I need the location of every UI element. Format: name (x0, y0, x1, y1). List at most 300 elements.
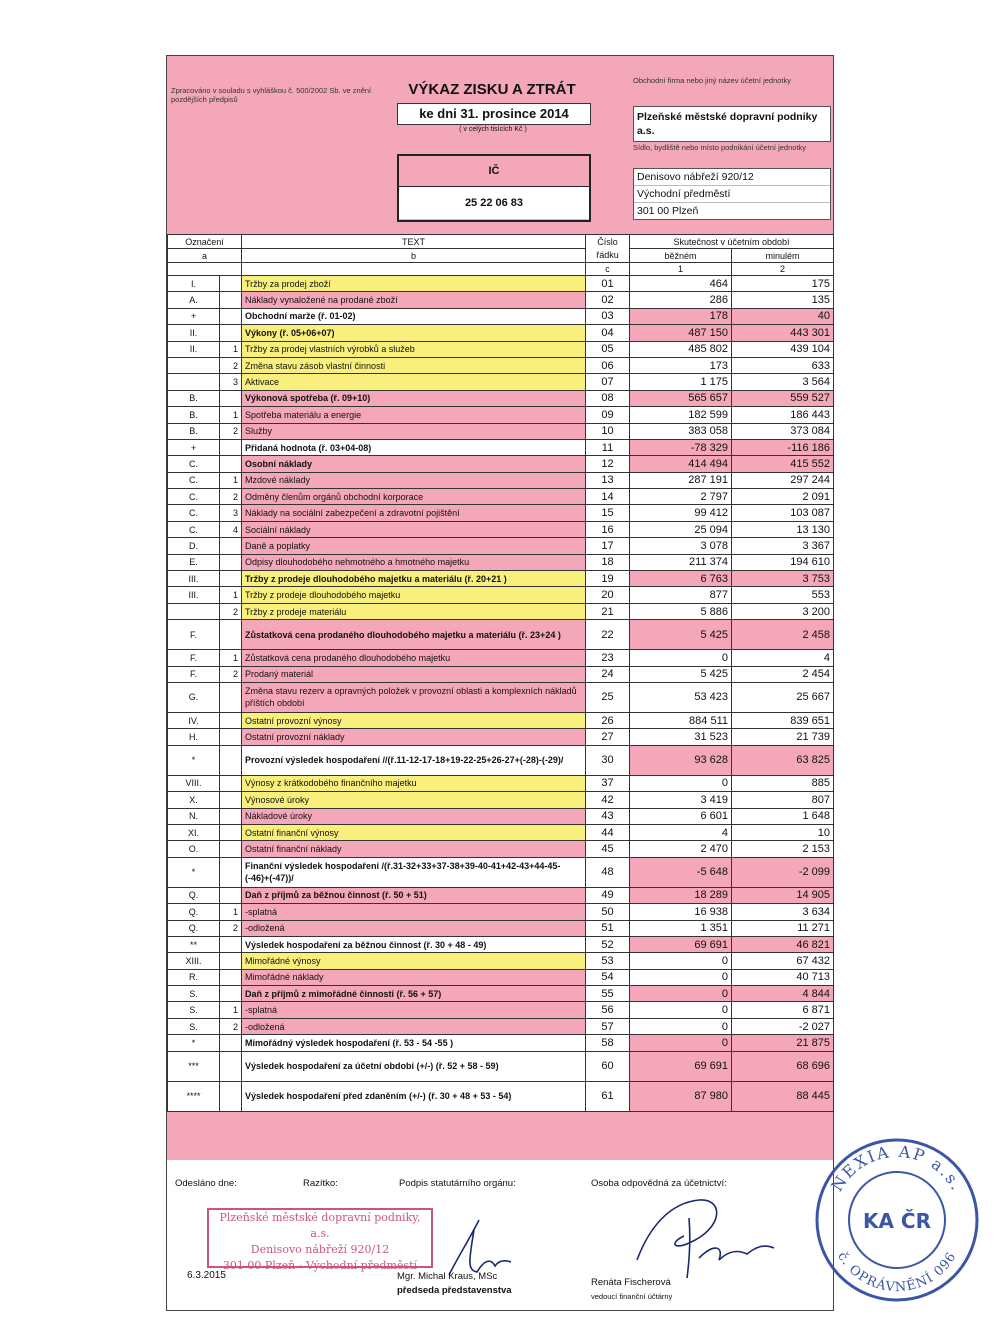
table-row (168, 554, 834, 570)
value-current: 4 (630, 824, 732, 840)
row-label-a: II. (168, 341, 220, 357)
stamp-line: 301 00 Plzeň - Východní předměstí (222, 1259, 418, 1272)
table-row (168, 538, 834, 554)
table-row (168, 775, 834, 791)
value-previous: 3 200 (732, 603, 834, 619)
row-text: Ostatní finanční náklady (242, 841, 586, 857)
row-label-a: C. (168, 489, 220, 505)
report-title: VÝKAZ ZISKU A ZTRÁT (408, 81, 576, 98)
stamp-line: Plzeňské městské dopravní podniky, a.s. (219, 1211, 421, 1240)
value-current: 485 802 (630, 341, 732, 357)
value-current: 25 094 (630, 521, 732, 537)
row-label-a: B. (168, 407, 220, 423)
row-number: 10 (586, 423, 630, 439)
value-previous: 25 667 (732, 682, 834, 712)
row-text: Mimořádné náklady (242, 969, 586, 985)
value-current: 0 (630, 1035, 732, 1051)
row-label-sub: 2 (220, 489, 242, 505)
value-current: 178 (630, 308, 732, 324)
value-current: 18 289 (630, 887, 732, 903)
row-text: Nákladové úroky (242, 808, 586, 824)
row-label-sub (220, 986, 242, 1002)
value-current: 16 938 (630, 904, 732, 920)
row-label-a: Q. (168, 920, 220, 936)
value-previous: -2 099 (732, 857, 834, 887)
table-row (168, 682, 834, 712)
value-previous: 3 753 (732, 571, 834, 587)
row-label-sub: 2 (220, 920, 242, 936)
table-row (168, 292, 834, 308)
row-label-a: S. (168, 1018, 220, 1034)
stamp-line: Denisovo nábřeží 920/12 (250, 1243, 390, 1256)
accountant-block (591, 1276, 672, 1304)
value-previous: 63 825 (732, 745, 834, 775)
row-number: 04 (586, 325, 630, 341)
row-number: 02 (586, 292, 630, 308)
seal-top-text: NEXIA AP a.s. (827, 1141, 968, 1195)
row-text: Osobní náklady (242, 456, 586, 472)
row-number: 30 (586, 745, 630, 775)
row-label-sub (220, 292, 242, 308)
row-label-a: B. (168, 423, 220, 439)
row-number: 50 (586, 904, 630, 920)
row-label-a: D. (168, 538, 220, 554)
value-previous: 553 (732, 587, 834, 603)
stamp-label: Razítko: (303, 1178, 338, 1189)
row-label-sub (220, 538, 242, 554)
value-current: 565 657 (630, 390, 732, 406)
row-text: Tržby z prodeje dlouhodobého majetku (242, 587, 586, 603)
firm-name: Plzeňské městské dopravní podniky a.s. (637, 111, 818, 137)
value-current: 0 (630, 986, 732, 1002)
table-row (168, 439, 834, 455)
value-previous: 633 (732, 357, 834, 373)
row-label-a: C. (168, 521, 220, 537)
address-box (633, 168, 831, 220)
row-text: Aktivace (242, 374, 586, 390)
value-previous: 186 443 (732, 407, 834, 423)
row-label-a (168, 374, 220, 390)
value-previous: 10 (732, 824, 834, 840)
row-text: Výsledek hospodaření před zdaněním (+/-) (ř. 30 + 48 + 53 - 54) (242, 1081, 586, 1111)
row-label-a: S. (168, 1002, 220, 1018)
value-current: 1 175 (630, 374, 732, 390)
value-previous: 2 153 (732, 841, 834, 857)
value-current: -78 329 (630, 439, 732, 455)
row-label-sub: 1 (220, 904, 242, 920)
seal-bottom-text: č. OPRÁVNĚNÍ 096 (834, 1249, 960, 1296)
value-current: 69 691 (630, 936, 732, 952)
row-number: 06 (586, 357, 630, 373)
row-label-a: C. (168, 456, 220, 472)
row-text: Výkony (ř. 05+06+07) (242, 325, 586, 341)
col-empty (168, 263, 242, 276)
value-previous: 135 (732, 292, 834, 308)
row-label-sub (220, 1081, 242, 1111)
table-row (168, 1018, 834, 1034)
value-previous: 373 084 (732, 423, 834, 439)
row-label-sub (220, 824, 242, 840)
col-2: 2 (732, 263, 834, 276)
row-label-a: S. (168, 986, 220, 1002)
value-previous: 443 301 (732, 325, 834, 341)
row-label-a: XI. (168, 824, 220, 840)
row-label-a: F. (168, 666, 220, 682)
row-number: 12 (586, 456, 630, 472)
value-previous: 3 367 (732, 538, 834, 554)
row-label-sub (220, 571, 242, 587)
col-empty (242, 263, 586, 276)
row-text: Obchodní marže (ř. 01-02) (242, 308, 586, 324)
row-number: 43 (586, 808, 630, 824)
row-text: Výkonová spotřeba (ř. 09+10) (242, 390, 586, 406)
row-label-sub: 3 (220, 374, 242, 390)
row-number: 61 (586, 1081, 630, 1111)
row-text: -splatná (242, 904, 586, 920)
value-previous: 3 564 (732, 374, 834, 390)
value-current: 3 078 (630, 538, 732, 554)
value-previous: 103 087 (732, 505, 834, 521)
table-row (168, 936, 834, 952)
table-row (168, 953, 834, 969)
row-number: 21 (586, 603, 630, 619)
row-label-sub (220, 887, 242, 903)
signature-accountant (629, 1188, 779, 1283)
row-label-a: X. (168, 792, 220, 808)
row-label-a (168, 357, 220, 373)
table-row (168, 745, 834, 775)
seal-center-text: KA ČR (862, 1209, 932, 1233)
value-current: 5 886 (630, 603, 732, 619)
row-label-sub (220, 439, 242, 455)
row-number: 17 (586, 538, 630, 554)
row-label-sub: 1 (220, 407, 242, 423)
row-label-a: III. (168, 571, 220, 587)
row-text: Odměny členům orgánů obchodní korporace (242, 489, 586, 505)
row-text: Služby (242, 423, 586, 439)
row-label-a: * (168, 745, 220, 775)
row-text: Tržby za prodej vlastních výrobků a služeb (242, 341, 586, 357)
row-number: 14 (586, 489, 630, 505)
value-previous: 2 458 (732, 620, 834, 650)
row-number: 08 (586, 390, 630, 406)
row-number: 03 (586, 308, 630, 324)
table-row (168, 276, 834, 292)
col-c: c (586, 263, 630, 276)
row-number: 55 (586, 986, 630, 1002)
legal-note: Zpracováno v souladu s vyhláškou č. 500/2002 Sb. ve znění pozdějších předpisů (171, 86, 372, 104)
row-label-a: VIII. (168, 775, 220, 791)
value-current: 0 (630, 1018, 732, 1034)
row-label-sub: 1 (220, 472, 242, 488)
row-label-a: N. (168, 808, 220, 824)
row-number: 27 (586, 729, 630, 745)
value-previous: 297 244 (732, 472, 834, 488)
row-number: 19 (586, 571, 630, 587)
value-current: 93 628 (630, 745, 732, 775)
value-current: 287 191 (630, 472, 732, 488)
table-row (168, 887, 834, 903)
row-number: 49 (586, 887, 630, 903)
table-row (168, 969, 834, 985)
row-label-sub: 1 (220, 341, 242, 357)
ic-label: IČ (399, 156, 589, 187)
col-bezne: běžném (630, 249, 732, 263)
value-previous: -2 027 (732, 1018, 834, 1034)
row-label-sub (220, 308, 242, 324)
value-current: 0 (630, 1002, 732, 1018)
row-label-a: + (168, 308, 220, 324)
row-label-a: G. (168, 682, 220, 712)
row-number: 05 (586, 341, 630, 357)
row-label-sub (220, 857, 242, 887)
table-row (168, 374, 834, 390)
row-label-sub (220, 953, 242, 969)
row-label-a: H. (168, 729, 220, 745)
table-row (168, 824, 834, 840)
table-row (168, 986, 834, 1002)
row-label-sub (220, 936, 242, 952)
row-label-a: *** (168, 1051, 220, 1081)
value-previous: 14 905 (732, 887, 834, 903)
table-row (168, 571, 834, 587)
value-current: 53 423 (630, 682, 732, 712)
row-number: 58 (586, 1035, 630, 1051)
signer-name: Mgr. Michal Kraus, MSc (397, 1271, 498, 1282)
row-number: 44 (586, 824, 630, 840)
row-label-sub (220, 969, 242, 985)
row-text: Mzdové náklady (242, 472, 586, 488)
sent-label: Odesláno dne: (175, 1178, 237, 1189)
row-label-a: XIII. (168, 953, 220, 969)
row-text: Změna stavu zásob vlastní činnosti (242, 357, 586, 373)
value-previous: 194 610 (732, 554, 834, 570)
value-previous: 4 (732, 650, 834, 666)
row-number: 22 (586, 620, 630, 650)
col-b: b (242, 249, 586, 263)
row-label-sub: 3 (220, 505, 242, 521)
row-text: Výsledek hospodaření za účetní období (+/-) (ř. 52 + 58 - 59) (242, 1051, 586, 1081)
row-label-sub: 1 (220, 587, 242, 603)
address-label: Sídlo, bydliště nebo místo podnikání účetní jednotky (633, 143, 807, 152)
row-label-a: C. (168, 472, 220, 488)
value-previous: -116 186 (732, 439, 834, 455)
row-label-sub (220, 456, 242, 472)
row-number: 23 (586, 650, 630, 666)
report-header (167, 56, 833, 234)
bottom-strip (167, 1146, 833, 1161)
row-label-a: O. (168, 841, 220, 857)
row-text: Finanční výsledek hospodaření /(ř.31-32+33+37-38+39-40-41+42-43+44-45-(-46)+(-47))/ (242, 857, 586, 887)
table-row (168, 456, 834, 472)
value-current: 6 763 (630, 571, 732, 587)
row-number: 09 (586, 407, 630, 423)
row-text: Náklady na sociální zabezpečení a zdravotní pojištění (242, 505, 586, 521)
row-label-a: * (168, 1035, 220, 1051)
row-label-a: R. (168, 969, 220, 985)
table-row (168, 521, 834, 537)
value-current: 5 425 (630, 620, 732, 650)
row-label-sub (220, 682, 242, 712)
table-row (168, 325, 834, 341)
row-text: Náklady vynaložené na prodané zboží (242, 292, 586, 308)
row-label-a: C. (168, 505, 220, 521)
sent-date: 6.3.2015 (187, 1270, 226, 1281)
row-label-sub (220, 729, 242, 745)
signature-statutory (429, 1200, 519, 1280)
value-previous: 40 (732, 308, 834, 324)
table-row (168, 1081, 834, 1111)
table-body (168, 276, 834, 1112)
row-text: Mimořádné výnosy (242, 953, 586, 969)
row-number: 51 (586, 920, 630, 936)
table-row (168, 489, 834, 505)
value-previous: 3 634 (732, 904, 834, 920)
row-text: Přidaná hodnota (ř. 03+04-08) (242, 439, 586, 455)
table-row (168, 587, 834, 603)
row-label-a: * (168, 857, 220, 887)
row-label-a: + (168, 439, 220, 455)
row-label-sub: 2 (220, 357, 242, 373)
firm-name-box (633, 106, 831, 142)
signer-block (397, 1270, 512, 1298)
value-current: 884 511 (630, 712, 732, 728)
value-current: 383 058 (630, 423, 732, 439)
row-text: -odložená (242, 920, 586, 936)
table-row (168, 1002, 834, 1018)
row-label-sub (220, 792, 242, 808)
value-previous: 21 739 (732, 729, 834, 745)
table-row (168, 603, 834, 619)
row-text: Daně a poplatky (242, 538, 586, 554)
row-label-sub (220, 1051, 242, 1081)
table-row (168, 407, 834, 423)
table-row (168, 841, 834, 857)
svg-text:NEXIA AP a.s. (827, 1142, 967, 1195)
col-skutecnost: Skutečnost v účetním období (630, 235, 834, 249)
row-label-sub (220, 808, 242, 824)
row-label-a: IV. (168, 712, 220, 728)
row-label-a: II. (168, 325, 220, 341)
row-label-sub (220, 841, 242, 857)
row-number: 53 (586, 953, 630, 969)
value-current: 173 (630, 357, 732, 373)
value-current: 69 691 (630, 1051, 732, 1081)
row-label-sub (220, 325, 242, 341)
value-previous: 46 821 (732, 936, 834, 952)
table-row (168, 729, 834, 745)
row-number: 01 (586, 276, 630, 292)
row-label-sub (220, 390, 242, 406)
row-label-a: F. (168, 620, 220, 650)
accountant-name: Renáta Fischerová (591, 1277, 671, 1288)
row-label-sub (220, 554, 242, 570)
col-oznaceni: Označení (168, 235, 242, 249)
col-cislo: Číslo řádku (586, 235, 630, 263)
value-previous: 4 844 (732, 986, 834, 1002)
row-label-a: E. (168, 554, 220, 570)
table-row (168, 712, 834, 728)
row-label-sub: 1 (220, 1002, 242, 1018)
row-label-sub (220, 712, 242, 728)
value-previous: 839 651 (732, 712, 834, 728)
row-text: Provozní výsledek hospodaření //(ř.11-12-17-18+19-22-25+26-27+(-28)-(-29)/ (242, 745, 586, 775)
company-stamp (207, 1208, 433, 1272)
row-number: 20 (586, 587, 630, 603)
row-number: 15 (586, 505, 630, 521)
col-text: TEXT (242, 235, 586, 249)
address-line: 301 00 Plzeň (637, 205, 699, 217)
row-label-sub (220, 775, 242, 791)
table-row (168, 904, 834, 920)
income-statement-table (167, 234, 834, 1112)
table-row (168, 792, 834, 808)
row-text: Spotřeba materiálu a energie (242, 407, 586, 423)
value-previous: 11 271 (732, 920, 834, 936)
row-text: Ostatní finanční výnosy (242, 824, 586, 840)
table-row (168, 1035, 834, 1051)
sign-label: Podpis statutárního orgánu: (399, 1178, 516, 1189)
col-1: 1 (630, 263, 732, 276)
table-row (168, 650, 834, 666)
row-text: Výnosové úroky (242, 792, 586, 808)
row-number: 11 (586, 439, 630, 455)
row-number: 07 (586, 374, 630, 390)
address-line: Denisovo nábřeží 920/12 (634, 169, 830, 186)
value-previous: 807 (732, 792, 834, 808)
row-number: 45 (586, 841, 630, 857)
table-row (168, 857, 834, 887)
row-number: 26 (586, 712, 630, 728)
value-current: 5 425 (630, 666, 732, 682)
row-label-sub: 2 (220, 1018, 242, 1034)
value-previous: 13 130 (732, 521, 834, 537)
table-row (168, 505, 834, 521)
row-label-sub (220, 745, 242, 775)
value-previous: 559 527 (732, 390, 834, 406)
person-label: Osoba odpovědná za účetnictví: (591, 1178, 727, 1189)
table-row (168, 920, 834, 936)
row-number: 16 (586, 521, 630, 537)
row-text: Ostatní provozní výnosy (242, 712, 586, 728)
value-current: 2 470 (630, 841, 732, 857)
value-current: 464 (630, 276, 732, 292)
signer-role: předseda představenstva (397, 1285, 512, 1296)
value-current: -5 648 (630, 857, 732, 887)
row-label-a: I. (168, 276, 220, 292)
row-text: -splatná (242, 1002, 586, 1018)
accountant-role: vedoucí finanční účtárny (591, 1292, 673, 1301)
row-label-sub (220, 620, 242, 650)
row-number: 25 (586, 682, 630, 712)
value-current: 286 (630, 292, 732, 308)
row-label-a: F. (168, 650, 220, 666)
auditor-seal (812, 1132, 982, 1302)
value-current: 487 150 (630, 325, 732, 341)
value-current: 211 374 (630, 554, 732, 570)
row-text: Výsledek hospodaření za běžnou činnost (ř. 30 + 48 - 49) (242, 936, 586, 952)
value-current: 0 (630, 775, 732, 791)
row-number: 52 (586, 936, 630, 952)
row-text: Daň z příjmů za běžnou činnost (ř. 50 + 51) (242, 887, 586, 903)
value-current: 31 523 (630, 729, 732, 745)
table-row (168, 341, 834, 357)
row-number: 48 (586, 857, 630, 887)
report-unit: ( v celých tisících Kč ) (459, 126, 527, 133)
table-row (168, 666, 834, 682)
table-row (168, 472, 834, 488)
row-number: 37 (586, 775, 630, 791)
